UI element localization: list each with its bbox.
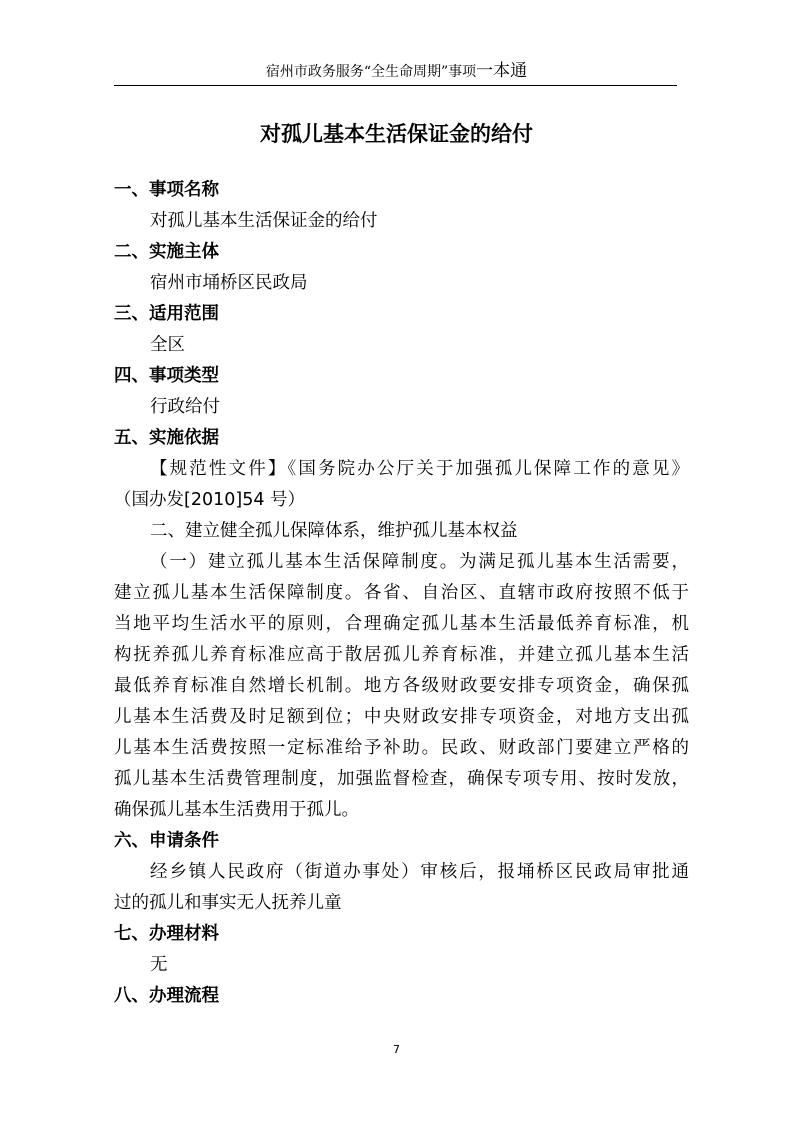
running-header-prefix: 宿州市政务服务“全生命周期”事项 [265,64,477,80]
legal-basis-line: 构抚养孤儿养育标准应高于散居孤儿养育标准，并建立孤儿基本生活 [114,645,689,665]
section-heading-item-name: 一、事项名称 [114,180,219,200]
section-heading-scope: 三、适用范围 [114,304,219,324]
running-header [0,62,793,81]
legal-basis-line: 儿基本生活费按照一定标准给予补助。民政、财政部门要建立严格的 [114,738,689,758]
header-rule [114,85,677,86]
legal-basis-line: （一）建立孤儿基本生活保障制度。为满足孤儿基本生活需要， [150,552,689,572]
materials-value: 无 [150,955,168,975]
section-heading-conditions: 六、申请条件 [114,831,219,851]
scope-value: 全区 [150,335,185,355]
implementing-body-value: 宿州市埇桥区民政局 [150,273,308,293]
legal-basis-line: 当地平均生活水平的原则，合理确定孤儿基本生活最低养育标准，机 [114,614,689,634]
section-heading-item-type: 四、事项类型 [114,366,219,386]
section-heading-process: 八、办理流程 [114,986,219,1006]
legal-basis-line: （国办发[2010]54 号） [114,490,306,510]
legal-basis-line: 建立孤儿基本生活保障制度。各省、自治区、直辖市政府按照不低于 [114,583,689,603]
legal-basis-line: 确保孤儿基本生活费用于孤儿。 [114,800,359,820]
page-number: 7 [393,1043,400,1056]
item-name-value: 对孤儿基本生活保证金的给付 [150,211,378,231]
document-title: 对孤儿基本生活保证金的给付 [260,122,533,146]
running-header-suffix: 一本通 [476,61,528,81]
legal-basis-line: 最低养育标准自然增长机制。地方各级财政要安排专项资金，确保孤 [114,676,689,696]
legal-basis-line: 孤儿基本生活费管理制度，加强监督检查，确保专项专用、按时发放， [114,769,689,789]
legal-basis-line: 儿基本生活费及时足额到位；中央财政安排专项资金，对地方支出孤 [114,707,689,727]
section-heading-implementing-body: 二、实施主体 [114,242,219,262]
conditions-line: 经乡镇人民政府（街道办事处）审核后，报埇桥区民政局审批通 [150,862,689,882]
conditions-line: 过的孤儿和事实无人抚养儿童 [114,893,342,913]
section-heading-legal-basis: 五、实施依据 [114,428,219,448]
legal-basis-line: 二、建立健全孤儿保障体系，维护孤儿基本权益 [150,521,518,541]
legal-basis-line: 【规范性文件】《国务院办公厅关于加强孤儿保障工作的意见》 [150,459,689,479]
item-type-value: 行政给付 [150,397,220,417]
section-heading-materials: 七、办理材料 [114,924,219,944]
